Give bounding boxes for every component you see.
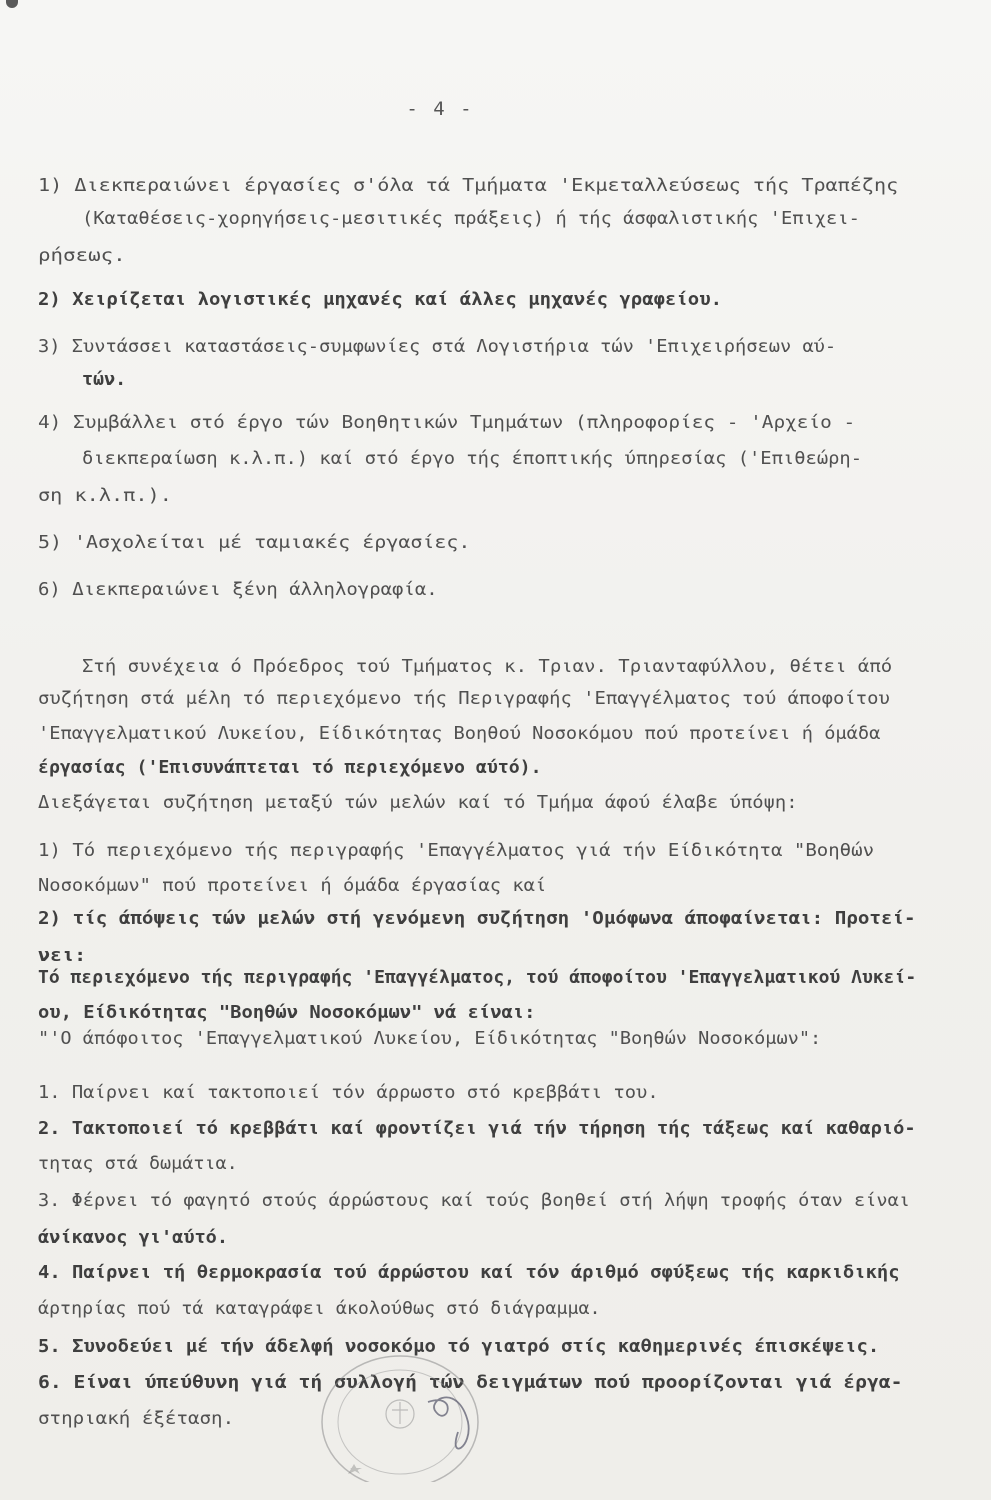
- text-line: έργασίας ('Επισυνάπτεται τό περιεχόμενο αύτό).: [38, 758, 542, 778]
- text-line: 2. Τακτοποιεί τό κρεββάτι καί φροντίζει γιά τήν τήρηση τής τάξεως καί καθαριό-: [38, 1119, 916, 1139]
- text-line: διεκπεραίωση κ.λ.π.) καί στό έργο τής έποπτικής ύπηρεσίας ('Επιθεώρη-: [82, 449, 863, 469]
- star-icon: [348, 1464, 362, 1474]
- text-line: 'Επαγγελματικού Λυκείου, Είδικότητας Βοηθού Νοσοκόμου πού προτείνει ή όμάδα: [38, 724, 881, 744]
- text-line: νει:: [38, 946, 87, 966]
- official-stamp: [308, 1352, 488, 1482]
- text-line: 3. Φέρνει τό φαγητό στούς άρρώστους καί τούς βοηθεί στή λήψη τροφής όταν είναι: [38, 1191, 910, 1211]
- text-line: συζήτηση στά μέλη τό περιεχόμενο τής Περιγραφής 'Επαγγέλματος τού άποφοίτου: [38, 689, 890, 709]
- text-line: τητας στά δωμάτια.: [38, 1154, 238, 1174]
- text-line: 5) 'Ασχολείται μέ ταμιακές έργασίες.: [38, 533, 471, 553]
- text-line: στηριακή έξέταση.: [38, 1409, 235, 1429]
- text-line: 2) τίς άπόψεις τών μελών στή γενόμενη συζήτηση 'Ομόφωνα άποφαίνεται: Προτεί-: [38, 909, 916, 929]
- text-line: 4. Παίρνει τή θερμοκρασία τού άρρώστου καί τόν άριθμό σφύξεως τής καρκιδικής: [38, 1263, 900, 1283]
- text-line: 6. Είναι ύπεύθυνη γιά τή συλλογή τών δειγμάτων πού προορίζονται γιά έργα-: [38, 1373, 903, 1393]
- text-line: Στή συνέχεια ό Πρόεδρος τού Τμήματος κ. Τριαν. Τριανταφύλλου, θέτει άπό: [82, 657, 893, 677]
- text-line: άνίκανος γι'αύτό.: [38, 1228, 229, 1248]
- text-line: (Καταθέσεις-χορηγήσεις-μεσιτικές πράξεις) ή τής άσφαλιστικής 'Επιχει-: [82, 209, 860, 229]
- text-line: τών.: [82, 370, 127, 390]
- text-line: "'Ο άπόφοιτος 'Επαγγελματικού Λυκείου, Είδικότητας "Βοηθών Νοσοκόμων":: [38, 1029, 822, 1049]
- text-line: Νοσοκόμων" πού προτείνει ή όμάδα έργασίας καί: [38, 876, 547, 896]
- text-line: 1) Τό περιεχόμενο τής περιγραφής 'Επαγγέλματος γιά τήν Είδικότητα "Βοηθών: [38, 841, 875, 861]
- text-line: Τό περιεχόμενο τής περιγραφής 'Επαγγέλματος, τού άποφοίτου 'Επαγγελματικού Λυκεί-: [38, 968, 917, 988]
- text-line: 2) Χειρίζεται λογιστικές μηχανές καί άλλες μηχανές γραφείου.: [38, 290, 722, 310]
- text-line: 5. Συνοδεύει μέ τήν άδελφή νοσοκόμο τό γιατρό στίς καθημερινές έπισκέψεις.: [38, 1337, 880, 1357]
- text-line: 4) Συμβάλλει στό έργο τών Βοηθητικών Τμημάτων (πληροφορίες - 'Αρχείο -: [38, 413, 856, 433]
- cross-icon: [392, 1402, 408, 1424]
- punch-mark: [6, 0, 18, 8]
- page-number: - 4 -: [406, 98, 474, 120]
- text-line: 1. Παίρνει καί τακτοποιεί τόν άρρωστο στό κρεββάτι του.: [38, 1083, 659, 1103]
- signature-icon: [428, 1397, 469, 1448]
- text-line: Διεξάγεται συζήτηση μεταξύ τών μελών καί τό Τμήμα άφού έλαβε ύπόψη:: [38, 793, 798, 813]
- text-line: ση κ.λ.π.).: [38, 486, 172, 506]
- text-line: ρήσεως.: [38, 246, 126, 266]
- text-line: 3) Συντάσσει καταστάσεις-συμφωνίες στά Λογιστήρια τών 'Επιχειρήσεων αύ-: [38, 337, 837, 357]
- text-line: 1) Διεκπεραιώνει έργασίες σ'όλα τά Τμήματα 'Εκμεταλλεύσεως τής Τραπέζης: [38, 176, 899, 196]
- text-line: ου, Είδικότητας "Βοηθών Νοσοκόμων" νά είναι:: [38, 1003, 536, 1023]
- text-line: άρτηρίας πού τά καταγράφει άκολούθως στό διάγραμμα.: [38, 1299, 601, 1319]
- text-line: 6) Διεκπεραιώνει ξένη άλληλογραφία.: [38, 580, 438, 600]
